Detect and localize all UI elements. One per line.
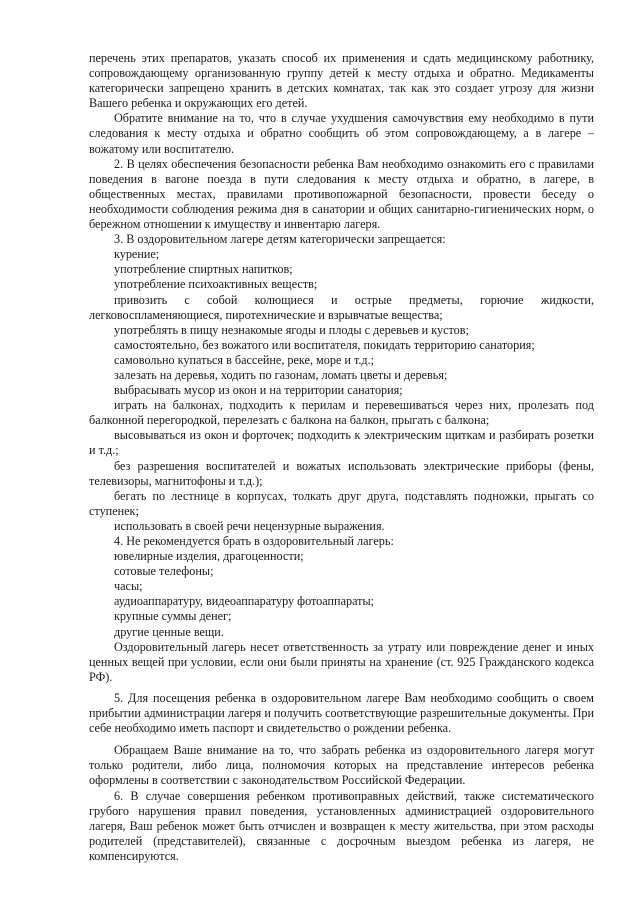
- list-item: крупные суммы денег;: [114, 609, 232, 624]
- paragraph: 2. В целях обеспечения безопасности ребенка Вам необходимо ознакомить его с правилами поведения в вагоне поезда в пути следования к месту отдыха и обратно, в лагере, в общественных местах, правилами противопожарной безопасности, провести беседу о необходимости соблюдения режима дня в санатории и общих санитарно-гигиенических норм, о бережном отношении к имуществу и инвентарю лагеря.: [89, 156, 594, 232]
- paragraph: Обращаем Ваше внимание на то, что забрать ребенка из оздоровительного лагеря могут только родители, либо лица, полномочия которых на представление интересов ребенка оформлены в соответствии с законодательством Российской Федерации.: [89, 743, 594, 788]
- paragraph: 6. В случае совершения ребенком противоправных действий, также систематического грубого нарушения правил поведения, установленных администрацией оздоровительного лагеря, Ваш ребенок может быть отчислен и возвращен к месту жительства, при этом расходы родителей (представителей), связанные с досрочным выездом ребенка из лагеря, не компенсируются.: [89, 788, 594, 863]
- document-page: [89, 51, 594, 864]
- paragraph: Обратите внимание на то, что в случае ухудшения самочувствия ему необходимо в пути следования к месту отдыха и обратно сообщить об этом сопровождающему, а в лагере – вожатому или воспитателю.: [89, 111, 594, 156]
- paragraph: Оздоровительный лагерь несет ответственность за утрату или повреждение денег и иных ценных вещей при условии, если они были приняты на хранение (ст. 925 Гражданского кодекса РФ).: [89, 639, 594, 684]
- list-item: выбрасывать мусор из окон и на территории санатория;: [114, 383, 403, 398]
- section-heading: 3. В оздоровительном лагере детям категорически запрещается:: [114, 232, 446, 247]
- list-item: курение;: [114, 247, 160, 262]
- list-item: сотовые телефоны;: [114, 564, 214, 579]
- list-item: самовольно купаться в бассейне, реке, море и т.д.;: [114, 352, 375, 367]
- list-item: ювелирные изделия, драгоценности;: [114, 549, 304, 564]
- list-item: другие ценные вещи.: [114, 624, 224, 639]
- paragraph: 5. Для посещения ребенка в оздоровительном лагере Вам необходимо сообщить о своем прибытии администрации лагеря и получить соответствующие разрешительные документы. При себе необходимо иметь паспорт и свидетельство о рождении ребенка.: [89, 690, 594, 736]
- list-item: использовать в своей речи нецензурные выражения.: [114, 518, 385, 533]
- list-item: привозить с собой колющиеся и острые предметы, горючие жидкости, легковоспламеняющиеся, пиротехнические и взрывчатые вещества;: [89, 292, 594, 322]
- list-item: самостоятельно, без вожатого или воспитателя, покидать территорию санатория;: [114, 337, 535, 352]
- paragraph: перечень этих препаратов, указать способ их применения и сдать медицинскому работнику, сопровождающему организованную группу детей к месту отдыха и обратно. Медикаменты категорически запрещено хранить в детских комнатах, так как это создает угрозу для жизни Вашего ребенка и окружающих его детей.: [89, 51, 594, 111]
- list-item: залезать на деревья, ходить по газонам, ломать цветы и деревья;: [114, 367, 448, 382]
- list-item: аудиоаппаратуру, видеоаппаратуру фотоаппараты;: [114, 594, 375, 609]
- list-item: употребление спиртных напитков;: [114, 262, 293, 277]
- list-item: играть на балконах, подходить к перилам и перевешиваться через них, пролезать под балконной перегородкой, перелезать с балкона на балкон, прыгать с балкона;: [89, 398, 594, 428]
- list-item: без разрешения воспитателей и вожатых использовать электрические приборы (фены, телевизоры, магнитофоны и т.д.);: [89, 458, 594, 488]
- section-heading: 4. Не рекомендуется брать в оздоровительный лагерь:: [114, 534, 394, 548]
- list-item: употребление психоактивных веществ;: [114, 277, 318, 292]
- list-item: бегать по лестнице в корпусах, толкать друг друга, подставлять подножки, прыгать со ступенек;: [89, 488, 594, 518]
- list-item: употреблять в пищу незнакомые ягоды и плоды с деревьев и кустов;: [114, 322, 469, 337]
- list-item: высовываться из окон и форточек; подходить к электрическим щиткам и разбирать розетки и т.д.;: [89, 428, 594, 458]
- list-item: часы;: [114, 579, 143, 594]
